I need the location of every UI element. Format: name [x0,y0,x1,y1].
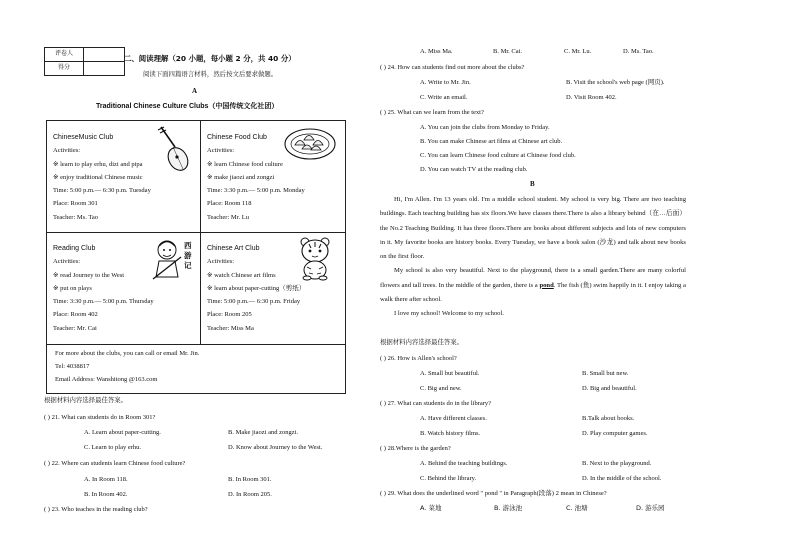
question-25: ( ) 25. What can we learn from the text? [380,109,484,116]
club-contact [55,347,199,386]
question-23: ( ) 23. Who teaches in the reading club? [44,506,148,513]
q28-option-a[interactable]: A. Behind the teaching buildings. [420,460,508,467]
question-24: ( ) 24. How can students find out more about the clubs? [380,64,525,71]
q26-option-c[interactable]: C. Big and new. [420,385,462,392]
q25-option-d[interactable]: D. You can watch TV at the reading club. [420,166,528,173]
q29-option-a[interactable]: A. 菜地 [420,504,442,512]
club-music-teacher: Teacher: Ms. Tao [53,213,98,221]
passage-b-paragraph-3: I love my school! Welcome to my school. [394,310,504,318]
club-food-time: Time: 3:30 p.m.— 5:00 p.m. Monday [207,187,305,195]
q29-option-d[interactable]: D. 游乐园 [636,504,665,512]
q24-option-a[interactable]: A. Write to Mr. Jin. [420,79,471,86]
score-table-score-cell[interactable] [84,62,125,76]
q26-option-a[interactable]: A. Small but beautiful. [420,370,480,377]
q22-option-a[interactable]: A. In Room 118. [84,476,128,483]
contact-email: Email Address: Wanshitong @163.com [55,376,158,383]
q27-option-c[interactable]: B. Watch history films. [420,430,481,437]
tiger-icon [295,235,335,281]
section-instruction: 阅读下面四篇语言材料，然后按文后要求做题。 [143,70,278,78]
q29-option-b[interactable]: B. 游泳池 [494,504,523,512]
club-reading-time: Time: 3:30 p.m.— 5:00 p.m. Thursday [53,298,154,306]
passage-a-label: A [192,87,198,95]
underlined-word-pond: pond [539,281,554,289]
club-food-teacher: Teacher: Mr. Lu [207,213,249,221]
club-music-time: Time: 5:00 p.m.— 6:30 p.m. Tuesday [53,187,151,195]
club-art [207,242,305,335]
q21-option-d[interactable]: D. Know about Journey to the West. [228,444,323,451]
question-28: ( ) 28.Where is the garden? [380,445,451,452]
clubs-table-contact-divider [47,344,345,345]
question-22: ( ) 22. Where can students learn Chinese food culture? [44,460,186,467]
q24-option-b[interactable]: B. Visit the school's web page (网页). [566,79,665,86]
instruction-b: 根据材料内容选择最佳答案。 [380,338,464,346]
club-food-line1: ※ learn Chinese food culture [207,160,283,168]
q25-option-c[interactable]: C. You can learn Chinese food culture at Chinese food club. [420,152,576,159]
passage-b-paragraph-1: Hi, I'm Allen. I'm 13 years old. I'm a middle school student. My school is very big. There are two teaching buildings. Each teaching building has six floors.We have classes there.There is also a library behind（在…后面）the No.2 Teaching Building. It has three floors.There are books about different subjects and lots of new computers in it. My favorite books are history books. Every Tuesday, we have a book salon (沙龙) and talk about new books on the first floor. [380,196,686,261]
clubs-heading: Traditional Chinese Culture Clubs（中国传统文化社团） [96,103,279,110]
club-reading-teacher: Teacher: Mr. Cai [53,324,97,332]
q29-option-c[interactable]: C. 池塘 [566,504,588,512]
q25-option-a[interactable]: A. You can join the clubs from Monday to Friday. [420,124,550,131]
question-21: ( ) 21. What can students do in Room 301? [44,414,156,421]
club-art-time: Time: 5:00 p.m.— 6:30 p.m. Friday [207,298,301,306]
q26-option-b[interactable]: B. Small but new. [582,370,629,377]
club-food-name: Chinese Food Club [207,134,267,141]
q26-option-d[interactable]: D. Big and beautiful. [582,385,637,392]
q23-option-b[interactable]: B. Mr. Cai. [493,48,523,55]
score-table-grader-label: 评卷人 [45,48,84,62]
contact-line: For more about the clubs, you can call or email Mr. Jin. [55,350,200,357]
q23-option-c[interactable]: C. Mr. Lu. [564,48,592,55]
q21-option-a[interactable]: A. Learn about paper-cutting. [84,429,161,436]
q23-option-d[interactable]: D. Ms. Tao. [623,48,654,55]
club-reading-line1: ※ read Journey to the West [53,271,125,279]
q22-option-b[interactable]: B. In Room 301. [228,476,272,483]
club-reading-line2: ※ put on plays [53,284,92,292]
question-27: ( ) 27. What can students do in the library? [380,400,492,407]
club-art-line2: ※ learn about paper-cutting（剪纸） [207,284,306,292]
clubs-table-col-divider [200,121,201,344]
club-food-place: Place: Room 118 [207,200,252,208]
score-table-score-label: 得分 [45,62,84,76]
club-music-line1: ※ learn to play erhu, dizi and pipa [53,160,143,168]
club-reading-name: Reading Club [53,245,96,252]
club-music-line2: ※ enjoy traditional Chinese music [53,173,143,181]
dumplings-icon [283,127,337,161]
club-food-line2: ※ make jiaozi and zongzi [207,173,275,181]
club-reading-activities: Activities: [53,258,81,266]
question-26: ( ) 26. How is Allen's school? [380,355,457,362]
clubs-table-row-divider [47,232,345,233]
passage-b-label: B [530,180,535,188]
club-reading-place: Place: Room 402 [53,311,98,319]
club-music [53,131,151,224]
club-art-line1: ※ watch Chinese art films [207,271,276,279]
passage-b [380,193,686,322]
score-table-grader-cell[interactable] [84,48,125,62]
passage-b-p2-end: . The fish (鱼) swim happily in it. I enjoy taking a walk there after school. [380,281,686,304]
q27-option-a[interactable]: A. Have different classes. [420,415,487,422]
club-food-activities: Activities: [207,147,235,155]
contact-tel: Tel: 4038817 [55,363,90,370]
q28-option-d[interactable]: D. In the middle of the school. [582,475,662,482]
q23-option-a[interactable]: A. Miss Ma. [420,48,453,55]
passage-b-p2-start: My school is also very beautiful. Next to the playground, there is a small garden.There are many colorful flowers and tall trees. In the middle of the garden, there is a [380,267,686,289]
question-29: ( ) 29. What does the underlined word " pond " in Paragraph(段落) 2 mean in Chinese? [380,490,607,497]
club-art-activities: Activities: [207,258,235,266]
passage-b-paragraph-2 [380,264,686,307]
q22-option-c[interactable]: B. In Room 402. [84,491,128,498]
club-reading [53,242,154,335]
q22-option-d[interactable]: D. In Room 205. [228,491,272,498]
club-music-place: Place: Room 301 [53,200,98,208]
club-art-name: Chinese Art Club [207,245,260,252]
instruction-a: 根据材料内容选择最佳答案。 [44,396,128,404]
q28-option-c[interactable]: C. Behind the library. [420,475,477,482]
q21-option-b[interactable]: B. Make jiaozi and zongzi. [228,429,299,436]
club-music-name: ChineseMusic Club [53,134,114,141]
club-art-place: Place: Room 205 [207,311,252,319]
q27-option-d[interactable]: D. Play computer games. [582,430,648,437]
monkey-king-icon-title: 西游记 [184,241,192,270]
clubs-table [46,120,346,394]
section-title: 二、阅读理解（20 小题，每小题 2 分，共 40 分） [124,54,296,63]
q28-option-b[interactable]: B. Next to the playground. [582,460,652,467]
score-table [44,47,125,76]
pipa-icon [155,125,189,173]
q27-option-b[interactable]: B.Talk about books. [582,415,635,422]
q24-option-d[interactable]: D. Visit Room 402. [566,94,617,101]
q24-option-c[interactable]: C. Write an email. [420,94,468,101]
q21-option-c[interactable]: C. Learn to play erhu. [84,444,142,451]
q25-option-b[interactable]: B. You can make Chinese art films at Chinese art club. [420,138,563,145]
club-art-teacher: Teacher: Miss Ma [207,324,254,332]
club-music-activities: Activities: [53,147,81,155]
